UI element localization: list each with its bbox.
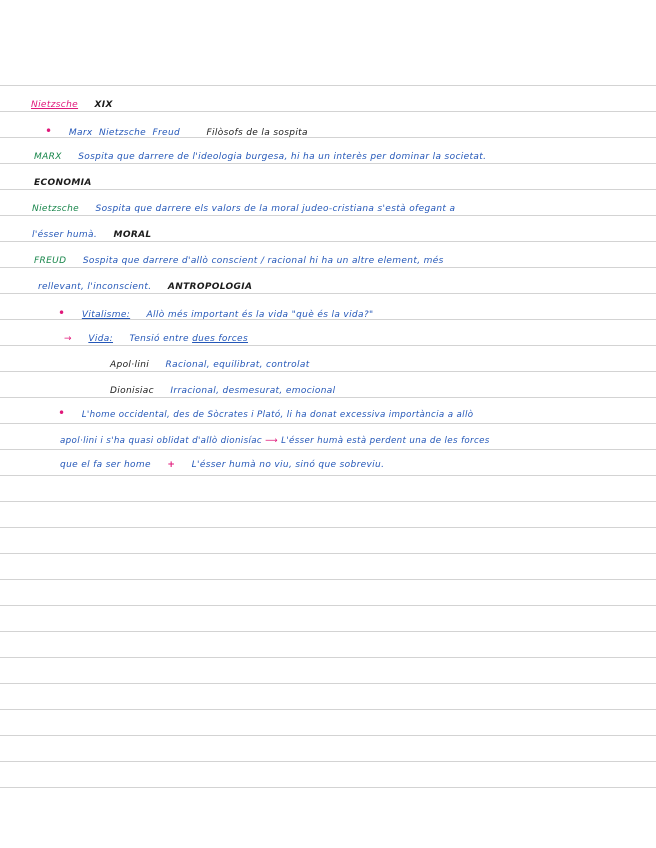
ruled-line — [0, 241, 656, 242]
freud-text: Sospita que darrere d'allò conscient / racional hi ha un altre element, més — [82, 256, 444, 266]
note-line-apollini — [110, 359, 310, 371]
marx-text: Sospita que darrere de l'ideologia burgesa, hi ha un interès per dominar la societat. — [78, 152, 487, 162]
bullet-icon: • — [58, 406, 66, 420]
ruled-line — [0, 709, 656, 710]
ruled-line — [0, 345, 656, 346]
ruled-line — [0, 553, 656, 554]
perdent-text: L'ésser humà està perdent una de les forces — [281, 436, 490, 446]
note-line-title — [31, 99, 113, 111]
ruled-line — [0, 527, 656, 528]
century-label: XIX — [94, 100, 113, 110]
ruled-line — [0, 371, 656, 372]
note-line-sobreviu — [60, 459, 384, 471]
moral-tag: MORAL — [113, 230, 152, 240]
forces-text: dues forces — [192, 334, 248, 344]
note-line-nietzsche — [32, 203, 455, 215]
ruled-line — [0, 787, 656, 788]
note-line-philosophers — [45, 125, 308, 139]
apollini-text: Racional, equilibrat, controlat — [165, 360, 310, 370]
ruled-line — [0, 267, 656, 268]
philosophers-label: Filòsofs de la sospita — [206, 128, 308, 138]
ruled-line — [0, 761, 656, 762]
note-line-oblidat — [60, 435, 490, 447]
heading-nietzsche: Nietzsche — [31, 100, 79, 110]
note-line-vitalisme — [58, 307, 373, 321]
ruled-line — [0, 579, 656, 580]
ruled-line — [0, 423, 656, 424]
nietzsche-label: Nietzsche — [32, 204, 80, 214]
ruled-line — [0, 657, 656, 658]
philosopher-names: Marx Nietzsche Freud — [68, 128, 181, 138]
ruled-line — [0, 215, 656, 216]
ruled-line — [0, 683, 656, 684]
vida-label: Vida: — [88, 334, 114, 344]
freud-text-cont: rellevant, l'inconscient. — [38, 282, 152, 292]
ruled-line — [0, 85, 656, 86]
plus-icon: + — [167, 460, 176, 470]
freud-label: FREUD — [34, 256, 67, 266]
ruled-line — [0, 189, 656, 190]
ruled-line — [0, 449, 656, 450]
note-line-vida — [64, 333, 248, 345]
bullet-icon: • — [58, 306, 66, 320]
oblidat-text: apol·lini i s'ha quasi oblidat d'allò dionisíac — [60, 436, 263, 446]
home-text: que el fa ser home — [60, 460, 151, 470]
ruled-line — [0, 111, 656, 112]
economia-tag: ECONOMIA — [34, 178, 92, 188]
note-line-moral — [32, 229, 152, 241]
long-arrow-icon: ⟶ — [265, 436, 278, 446]
antropologia-tag: ANTROPOLOGIA — [167, 282, 253, 292]
ruled-line — [0, 735, 656, 736]
note-line-freud — [34, 255, 444, 267]
nietzsche-text: Sospita que darrere els valors de la moral judeo-cristiana s'està ofegant a — [95, 204, 456, 214]
dionisiac-term: Dionisiac — [110, 386, 154, 396]
occidental-text: L'home occidental, des de Sòcrates i Plató, li ha donat excessiva importància a allò — [81, 410, 474, 420]
ruled-line — [0, 163, 656, 164]
dionisiac-text: Irracional, desmesurat, emocional — [170, 386, 336, 396]
note-line-economia — [34, 177, 92, 189]
ruled-line — [0, 501, 656, 502]
ruled-line — [0, 397, 656, 398]
apollini-term: Apol·lini — [110, 360, 150, 370]
sobreviu-text: L'ésser humà no viu, sinó que sobreviu. — [191, 460, 385, 470]
vitalisme-label: Vitalisme: — [81, 310, 131, 320]
note-line-occidental — [58, 407, 473, 421]
note-line-antropologia — [38, 281, 252, 293]
ruled-line — [0, 605, 656, 606]
nietzsche-text-cont: l'ésser humà. — [32, 230, 98, 240]
marx-label: MARX — [34, 152, 62, 162]
bullet-icon: • — [45, 124, 53, 138]
arrow-right-icon: → — [64, 334, 72, 344]
vida-text: Tensió entre — [129, 334, 189, 344]
ruled-line — [0, 293, 656, 294]
ruled-line — [0, 475, 656, 476]
ruled-line — [0, 631, 656, 632]
note-line-dionisiac — [110, 385, 336, 397]
note-line-marx — [34, 151, 486, 163]
vitalisme-text: Allò més important és la vida "què és la vida?" — [146, 310, 374, 320]
